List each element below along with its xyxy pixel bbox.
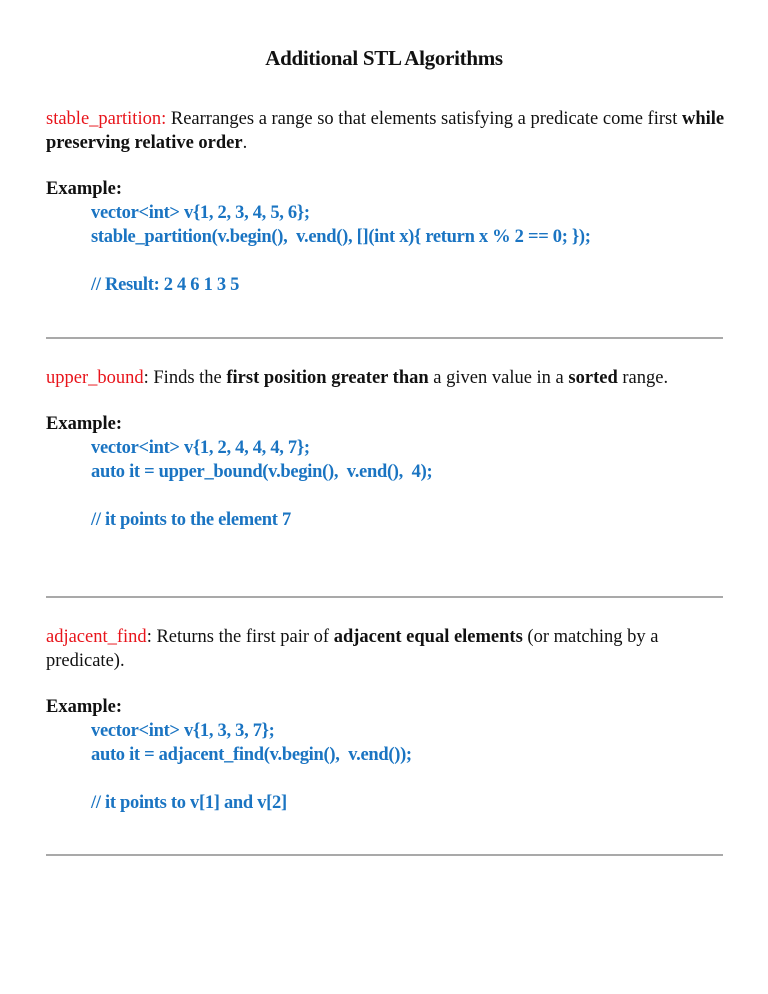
code-line: stable_partition(v.begin(), v.end(), [](int x){ return x % 2 == 0; }); (91, 227, 591, 247)
section-upper-bound (46, 366, 726, 532)
code-line: auto it = upper_bound(v.begin(), v.end(), 4); (91, 462, 433, 482)
page-title: Additional STL Algorithms (265, 46, 503, 70)
code-comment: // it points to v[1] and v[2] (91, 793, 287, 813)
code-comment: // Result: 2 4 6 1 3 5 (91, 275, 240, 295)
description: adjacent_find: Returns the first pair of adjacent equal elements (or matching by a predicate). (46, 627, 659, 671)
function-name: stable_partition: (46, 109, 167, 129)
function-name: upper_bound (46, 368, 144, 388)
description: upper_bound: Finds the first position greater than a given value in a sorted range. (46, 368, 669, 388)
divider (46, 337, 723, 339)
example-label: Example: (46, 414, 123, 434)
description: stable_partition: Rearranges a range so that elements satisfying a predicate come first while preserving relative order. (46, 109, 725, 153)
section-adjacent-find (46, 625, 726, 815)
divider (46, 854, 723, 856)
divider (46, 596, 723, 598)
code-line: auto it = adjacent_find(v.begin(), v.end()); (91, 745, 412, 765)
code-comment: // it points to the element 7 (91, 510, 291, 530)
example-label: Example: (46, 179, 123, 199)
code-line: vector<int> v{1, 2, 4, 4, 4, 7}; (91, 438, 310, 458)
code-line: vector<int> v{1, 3, 3, 7}; (91, 721, 275, 741)
example-label: Example: (46, 697, 123, 717)
function-name: adjacent_find (46, 627, 147, 647)
code-line: vector<int> v{1, 2, 3, 4, 5, 6}; (91, 203, 310, 223)
section-stable-partition (46, 107, 726, 297)
